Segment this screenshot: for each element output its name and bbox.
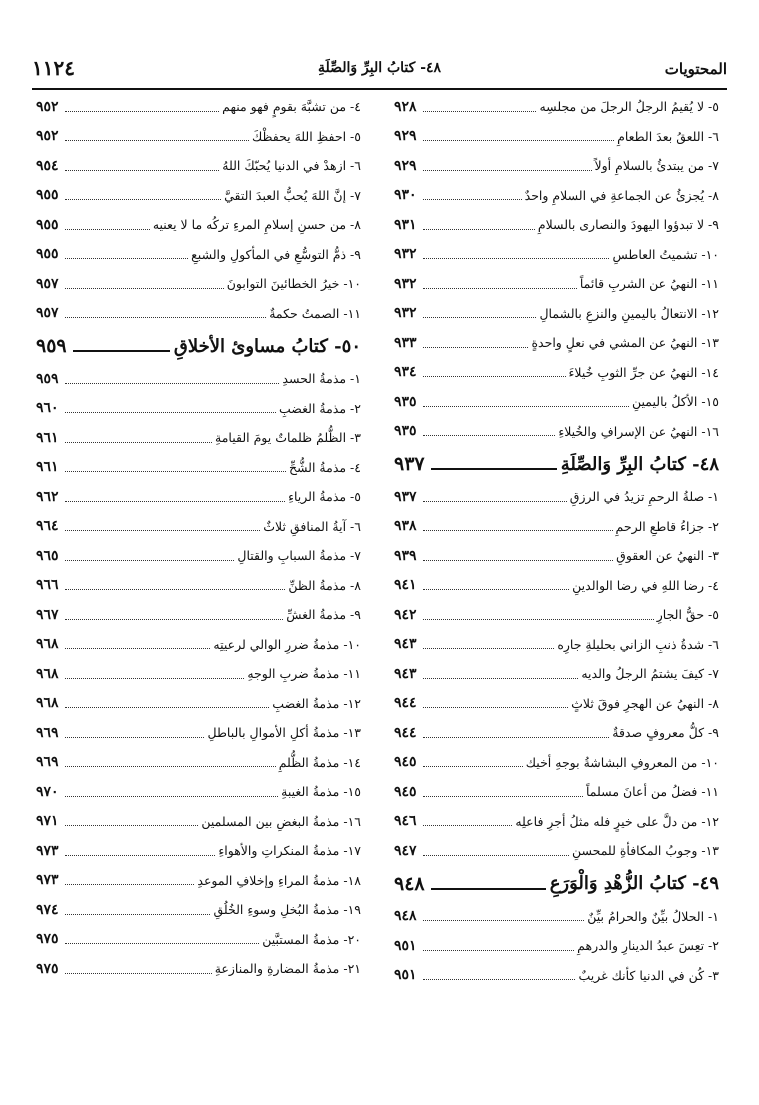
toc-entry bbox=[394, 777, 719, 807]
entry-page-number: ٩٤٧ bbox=[394, 842, 417, 859]
toc-entry bbox=[394, 269, 719, 299]
toc-entry bbox=[394, 718, 719, 748]
dot-leader bbox=[65, 766, 276, 767]
entry-page-number: ٩٦٧ bbox=[36, 606, 59, 623]
entry-title: ٤- من تشبَّهَ بقومٍ فهو منهم bbox=[222, 99, 361, 115]
entry-page-number: ٩٧٥ bbox=[36, 931, 59, 948]
toc-entry bbox=[36, 895, 361, 925]
entry-page-number: ٩٣٢ bbox=[394, 275, 417, 292]
toc-entry bbox=[36, 866, 361, 896]
dot-leader bbox=[423, 560, 614, 561]
toc-entry bbox=[36, 453, 361, 483]
dot-leader bbox=[65, 317, 267, 318]
toc-entry bbox=[394, 181, 719, 211]
header-book-title: ٤٨- كتابُ البِرِّ وَالصِّلَةِ bbox=[317, 60, 442, 76]
dot-leader bbox=[65, 140, 249, 141]
toc-entry bbox=[394, 328, 719, 358]
entry-title: ٢٠- مذمةُ المستبَّين bbox=[262, 931, 361, 947]
entry-page-number: ٩٥٥ bbox=[36, 216, 59, 233]
entry-page-number: ٩٦٥ bbox=[36, 547, 59, 564]
toc-entry bbox=[36, 571, 361, 601]
dot-leader bbox=[65, 199, 222, 200]
entry-page-number: ٩٣٧ bbox=[394, 488, 417, 505]
dot-leader bbox=[65, 707, 270, 708]
entry-page-number: ٩٧٠ bbox=[36, 783, 59, 800]
book-page-number: ٩٣٧ bbox=[394, 453, 425, 475]
dot-leader bbox=[423, 501, 567, 502]
page-header bbox=[32, 56, 727, 86]
entry-page-number: ٩٧٤ bbox=[36, 901, 59, 918]
toc-entry bbox=[36, 630, 361, 660]
entry-page-number: ٩٦٦ bbox=[36, 577, 59, 594]
dot-leader bbox=[423, 317, 537, 318]
entry-title: ١٠- تشميتُ العاطسِ bbox=[612, 246, 719, 262]
entry-title: ١٥- مذمةُ الغيبةِ bbox=[281, 784, 361, 800]
dot-leader bbox=[423, 347, 529, 348]
entry-page-number: ٩٣٠ bbox=[394, 187, 417, 204]
entry-page-number: ٩٤٥ bbox=[394, 754, 417, 771]
entry-page-number: ٩٧١ bbox=[36, 813, 59, 830]
entry-page-number: ٩٣١ bbox=[394, 216, 417, 233]
entry-page-number: ٩٥٤ bbox=[36, 157, 59, 174]
toc-entry bbox=[394, 92, 719, 122]
entry-title: ٧- إنَّ اللهَ يُحبُّ العبدَ التقيَّ bbox=[224, 187, 361, 203]
entry-page-number: ٩٣٣ bbox=[394, 334, 417, 351]
entry-title: ٥- لا يُقيمُ الرجلُ الرجلَ من مجلسِه bbox=[539, 99, 719, 115]
dot-leader bbox=[423, 199, 522, 200]
toc-entry bbox=[36, 92, 361, 122]
entry-title: ١٢- من دلَّ على خيرٍ فله مثلُ أجرِ فاعلِه bbox=[515, 813, 719, 829]
entry-title: ١١- الصمتُ حكمةٌ bbox=[269, 305, 361, 321]
toc-entry bbox=[36, 482, 361, 512]
entry-title: ٢- جزاءُ قاطعِ الرحمِ bbox=[615, 518, 719, 534]
entry-title: ١٥- الأكلُ باليمينِ bbox=[631, 394, 719, 410]
entry-title: ١٣- وجوبُ المكافأةِ للمحسنِ bbox=[571, 843, 719, 859]
entry-page-number: ٩٤٨ bbox=[394, 908, 417, 925]
toc-entry bbox=[36, 394, 361, 424]
entry-page-number: ٩٦٢ bbox=[36, 488, 59, 505]
toc-entry bbox=[394, 807, 719, 837]
toc-entry bbox=[394, 210, 719, 240]
dot-leader bbox=[65, 383, 280, 384]
entry-title: ٢- تعِسَ عبدُ الدينارِ والدرهمِ bbox=[577, 938, 719, 954]
entry-title: ١١- فضلُ من أعانَ مسلماً bbox=[586, 784, 719, 800]
dot-leader bbox=[65, 442, 212, 443]
entry-title: ١- الحلالُ بيِّنٌ والحرامُ بيِّنٌ bbox=[587, 908, 719, 924]
entry-title: ٩- لا تبدؤوا اليهودَ والنصارى بالسلامِ bbox=[537, 217, 719, 233]
toc-entry bbox=[394, 387, 719, 417]
toc-entry bbox=[394, 122, 719, 152]
toc-entry bbox=[394, 630, 719, 660]
entry-title: ١- مذمةُ الحسدِ bbox=[282, 371, 361, 387]
entry-page-number: ٩٦١ bbox=[36, 459, 59, 476]
entry-title: ٦- اللعقُ بعدَ الطعامِ bbox=[617, 128, 719, 144]
entry-page-number: ٩٧٥ bbox=[36, 960, 59, 977]
entry-title: ٨- من حسنِ إسلامِ المرءِ تركُه ما لا يعنيه bbox=[152, 217, 361, 233]
dot-leader bbox=[65, 973, 212, 974]
toc-entry bbox=[394, 240, 719, 270]
entry-title: ٥- مذمةُ الرياءِ bbox=[288, 489, 361, 505]
entry-page-number: ٩٢٩ bbox=[394, 157, 417, 174]
book-heading bbox=[394, 866, 719, 902]
toc-entry bbox=[394, 482, 719, 512]
entry-title: ٨- يُجزئُ عن الجماعةِ في السلامِ واحدٌ bbox=[524, 187, 719, 203]
entry-page-number: ٩٣٢ bbox=[394, 305, 417, 322]
entry-page-number: ٩٣٤ bbox=[394, 364, 417, 381]
toc-entry bbox=[36, 836, 361, 866]
toc-entry bbox=[394, 600, 719, 630]
dot-leader bbox=[423, 648, 555, 649]
entry-title: ٥- حقُّ الجارِ bbox=[656, 607, 719, 623]
dot-leader bbox=[423, 111, 537, 112]
toc-entry bbox=[394, 417, 719, 447]
entry-title: ١٨- مذمةُ المراءِ وإخلافِ الموعدِ bbox=[197, 872, 361, 888]
entry-title: ٦- ازهدْ في الدنيا يُحبّكَ اللهُ bbox=[222, 158, 361, 174]
entry-title: ٣- الظُّلمُ ظلماتٌ يومَ القيامةِ bbox=[215, 430, 361, 446]
right-column bbox=[394, 92, 719, 990]
entry-title: ٨- النهيُ عن الهجرِ فوقَ ثلاثٍ bbox=[571, 695, 719, 711]
dot-leader bbox=[423, 376, 566, 377]
dot-leader bbox=[65, 530, 261, 531]
dot-leader bbox=[423, 825, 513, 826]
dot-leader bbox=[423, 737, 610, 738]
dot-leader bbox=[65, 855, 216, 856]
entry-page-number: ٩٤٦ bbox=[394, 813, 417, 830]
dot-leader bbox=[65, 678, 245, 679]
dot-leader bbox=[423, 619, 654, 620]
entry-title: ١٧- مذمةُ المنكراتِ والأهواءِ bbox=[218, 843, 361, 859]
dot-leader bbox=[423, 855, 569, 856]
entry-page-number: ٩٤٤ bbox=[394, 724, 417, 741]
toc-entry bbox=[394, 902, 719, 932]
header-section-title: المحتويات bbox=[664, 60, 727, 78]
dot-leader bbox=[423, 140, 615, 141]
dot-leader bbox=[65, 471, 286, 472]
toc-entry bbox=[36, 777, 361, 807]
toc-entry bbox=[36, 807, 361, 837]
dot-leader bbox=[423, 288, 577, 289]
entry-page-number: ٩٧٣ bbox=[36, 842, 59, 859]
toc-entry bbox=[36, 299, 361, 329]
entry-page-number: ٩٦٤ bbox=[36, 518, 59, 535]
toc-entry bbox=[394, 299, 719, 329]
toc-entry bbox=[36, 541, 361, 571]
book-page-number: ٩٥٩ bbox=[36, 335, 67, 357]
dot-leader bbox=[65, 825, 199, 826]
entry-page-number: ٩٥٩ bbox=[36, 370, 59, 387]
entry-page-number: ٩٥٢ bbox=[36, 98, 59, 115]
book-title: ٥٠- كتابُ مساوئ الأخلاقِ bbox=[173, 335, 361, 357]
header-divider bbox=[32, 88, 727, 90]
toc-entry bbox=[394, 961, 719, 991]
entry-page-number: ٩٥٥ bbox=[36, 246, 59, 263]
toc-entry bbox=[394, 689, 719, 719]
entry-page-number: ٩٦٨ bbox=[36, 665, 59, 682]
entry-page-number: ٩٢٩ bbox=[394, 128, 417, 145]
book-heading bbox=[394, 446, 719, 482]
toc-entry bbox=[36, 210, 361, 240]
book-title: ٤٩- كتابُ الزُّهْدِ وَالْوَرَعِ bbox=[549, 873, 719, 894]
entry-page-number: ٩٧٣ bbox=[36, 872, 59, 889]
entry-title: ٨- مذمةُ الظنِّ bbox=[288, 577, 361, 593]
heading-rule bbox=[73, 350, 170, 352]
toc-entry bbox=[394, 151, 719, 181]
entry-title: ٣- كُن في الدنيا كأنك غريبٌ bbox=[578, 967, 719, 983]
dot-leader bbox=[423, 406, 629, 407]
entry-title: ١١- النهيُ عن الشربِ قائماً bbox=[579, 276, 719, 292]
entry-page-number: ٩٤٣ bbox=[394, 636, 417, 653]
dot-leader bbox=[423, 979, 576, 980]
entry-page-number: ٩٦٩ bbox=[36, 754, 59, 771]
dot-leader bbox=[423, 766, 523, 767]
entry-page-number: ٩٤٤ bbox=[394, 695, 417, 712]
entry-title: ٢١- مذمةُ المضارةِ والمنازعةِ bbox=[214, 961, 361, 977]
toc-entry bbox=[36, 240, 361, 270]
entry-title: ١٠- من المعروفِ البشاشةُ بوجهِ أخيك bbox=[525, 754, 719, 770]
toc-entry bbox=[36, 364, 361, 394]
entry-title: ١٤- النهيُ عن جرِّ الثوبِ خُيلاءَ bbox=[568, 364, 719, 380]
dot-leader bbox=[423, 258, 610, 259]
entry-title: ١٢- مذمةُ الغضبِ bbox=[272, 695, 361, 711]
entry-page-number: ٩٦١ bbox=[36, 429, 59, 446]
entry-page-number: ٩٦٨ bbox=[36, 636, 59, 653]
entry-page-number: ٩٦٩ bbox=[36, 724, 59, 741]
toc-entry bbox=[394, 836, 719, 866]
entry-title: ١١- مذمةُ ضربِ الوجهِ bbox=[247, 666, 361, 682]
entry-title: ١٦- مذمةُ البغضِ بين المسلمين bbox=[201, 813, 361, 829]
entry-page-number: ٩٥١ bbox=[394, 967, 417, 984]
entry-page-number: ٩٥٧ bbox=[36, 305, 59, 322]
toc-entry bbox=[394, 659, 719, 689]
entry-title: ١- صلةُ الرحمِ تزيدُ في الرزقِ bbox=[569, 489, 719, 505]
dot-leader bbox=[65, 288, 224, 289]
toc-entry bbox=[394, 571, 719, 601]
entry-page-number: ٩٣٨ bbox=[394, 518, 417, 535]
entry-title: ١٤- مذمةُ الظُّلمِ bbox=[278, 754, 361, 770]
entry-title: ١٠- خيرُ الخطائينَ التوابونَ bbox=[226, 276, 361, 292]
dot-leader bbox=[423, 530, 613, 531]
entry-title: ٧- من يبتدئُ بالسلامِ أولاً bbox=[594, 158, 719, 174]
dot-leader bbox=[65, 560, 235, 561]
entry-page-number: ٩٥١ bbox=[394, 937, 417, 954]
toc-entry bbox=[394, 358, 719, 388]
entry-title: ١٦- النهيُ عن الإسرافِ والخُيلاءِ bbox=[558, 423, 719, 439]
dot-leader bbox=[65, 111, 220, 112]
dot-leader bbox=[423, 950, 575, 951]
dot-leader bbox=[423, 796, 583, 797]
page-number: ١١٢٤ bbox=[32, 56, 75, 80]
left-column bbox=[36, 92, 361, 984]
dot-leader bbox=[65, 884, 195, 885]
toc-entry bbox=[36, 122, 361, 152]
entry-page-number: ٩٤١ bbox=[394, 577, 417, 594]
dot-leader bbox=[65, 258, 189, 259]
dot-leader bbox=[423, 170, 592, 171]
entry-page-number: ٩٣٥ bbox=[394, 423, 417, 440]
entry-page-number: ٩٤٣ bbox=[394, 665, 417, 682]
dot-leader bbox=[65, 796, 279, 797]
toc-entry bbox=[394, 748, 719, 778]
toc-entry bbox=[36, 423, 361, 453]
entry-page-number: ٩٥٢ bbox=[36, 128, 59, 145]
toc-entry bbox=[36, 151, 361, 181]
entry-title: ٤- مذمةُ الشُّحِّ bbox=[288, 459, 361, 475]
toc-entry bbox=[394, 931, 719, 961]
entry-title: ١٠- مذمةُ ضررِ الوالي لرعيتِه bbox=[213, 636, 361, 652]
book-title: ٤٨- كتابُ البِرِّ وَالصِّلَةِ bbox=[560, 453, 719, 475]
entry-title: ٦- آيةُ المنافقِ ثلاثٌ bbox=[263, 518, 361, 534]
dot-leader bbox=[65, 648, 211, 649]
dot-leader bbox=[423, 589, 570, 590]
book-page-number: ٩٤٨ bbox=[394, 872, 425, 895]
entry-title: ٦- شدةُ ذنبِ الزاني بحليلةِ جارِه bbox=[557, 636, 719, 652]
toc-entry bbox=[36, 659, 361, 689]
dot-leader bbox=[65, 914, 211, 915]
heading-rule bbox=[431, 468, 557, 470]
toc-entry bbox=[36, 269, 361, 299]
toc-entry bbox=[394, 512, 719, 542]
toc-entry bbox=[36, 512, 361, 542]
entry-title: ٤- رضا اللهِ في رضا الوالدينِ bbox=[572, 577, 719, 593]
dot-leader bbox=[423, 920, 585, 921]
toc-entry bbox=[36, 689, 361, 719]
heading-rule bbox=[431, 888, 546, 890]
entry-page-number: ٩٢٨ bbox=[394, 98, 417, 115]
entry-page-number: ٩٤٢ bbox=[394, 606, 417, 623]
toc-entry bbox=[36, 718, 361, 748]
toc-entry bbox=[36, 748, 361, 778]
entry-title: ١٩- مذمةُ البُخلِ وسوءِ الخُلُقِ bbox=[213, 902, 361, 918]
dot-leader bbox=[423, 435, 556, 436]
entry-title: ١٣- مذمةُ أكلِ الأموالِ بالباطلِ bbox=[207, 725, 361, 741]
entry-title: ٥- احفظِ اللهَ يحفظْكَ bbox=[251, 128, 361, 144]
dot-leader bbox=[65, 501, 286, 502]
entry-title: ٩- مذمةُ الغشِّ bbox=[286, 607, 361, 623]
dot-leader bbox=[65, 412, 276, 413]
entry-page-number: ٩٥٧ bbox=[36, 275, 59, 292]
entry-page-number: ٩٣٥ bbox=[394, 393, 417, 410]
entry-title: ٣- النهيُ عن العقوقِ bbox=[616, 548, 719, 564]
toc-entry bbox=[36, 954, 361, 984]
toc-entry bbox=[36, 600, 361, 630]
entry-page-number: ٩٥٥ bbox=[36, 187, 59, 204]
toc-entry bbox=[394, 541, 719, 571]
toc-entry bbox=[36, 925, 361, 955]
entry-title: ٧- مذمةُ السبابِ والقتالِ bbox=[237, 548, 361, 564]
entry-title: ٧- كيفَ يشتمُ الرجلُ والديه bbox=[581, 666, 719, 682]
dot-leader bbox=[65, 943, 260, 944]
toc-entry bbox=[36, 181, 361, 211]
entry-title: ٩- كلُّ معروفٍ صدقةٌ bbox=[612, 725, 719, 741]
dot-leader bbox=[65, 589, 286, 590]
dot-leader bbox=[423, 678, 579, 679]
entry-title: ٩- ذمُّ التوسُّعِ في المأكولِ والشبعِ bbox=[191, 246, 361, 262]
entry-title: ١٢- الانتعالُ باليمينِ والنزعِ بالشمالِ bbox=[539, 305, 719, 321]
entry-title: ٢- مذمةُ الغضبِ bbox=[279, 400, 361, 416]
book-heading bbox=[36, 328, 361, 364]
dot-leader bbox=[65, 170, 220, 171]
entry-page-number: ٩٣٢ bbox=[394, 246, 417, 263]
entry-page-number: ٩٣٩ bbox=[394, 547, 417, 564]
entry-page-number: ٩٦٨ bbox=[36, 695, 59, 712]
entry-page-number: ٩٤٥ bbox=[394, 783, 417, 800]
dot-leader bbox=[423, 707, 569, 708]
entry-title: ١٣- النهيُ عن المشي في نعلٍ واحدةٍ bbox=[531, 335, 719, 351]
dot-leader bbox=[423, 229, 535, 230]
dot-leader bbox=[65, 619, 284, 620]
dot-leader bbox=[65, 229, 150, 230]
dot-leader bbox=[65, 737, 205, 738]
entry-page-number: ٩٦٠ bbox=[36, 400, 59, 417]
